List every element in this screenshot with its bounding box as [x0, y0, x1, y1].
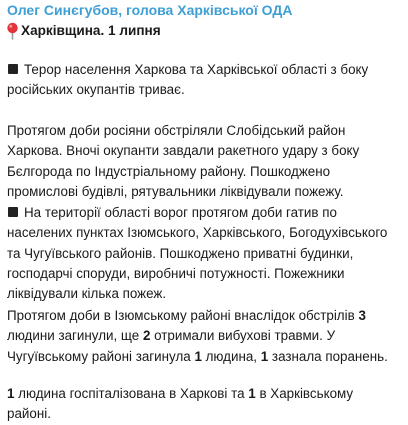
casualties-text-2: людини загинули, ще: [7, 328, 143, 344]
paragraph-hospitalized: [7, 384, 400, 425]
location-text: Харківщина. 1 липня: [21, 23, 161, 38]
paragraph-terror: [7, 60, 400, 101]
casualties-count-injured-chuhuiv: 1: [260, 348, 269, 364]
paragraph-region-shelling: [7, 203, 400, 304]
casualties-text-3: отримали вибухові травми. У Чугуївському районі загинула: [7, 328, 336, 364]
casualties-count-killed-chuhuiv: 1: [194, 348, 202, 364]
hospitalized-count-district: 1: [248, 386, 256, 401]
paragraph-kharkiv-shelling: Протягом доби росіяни обстріляли Слобідський район Харкова. Вночі окупанти завдали ракетного удару з боку Бєлгорода по Індустріальному району. Пошкоджено промислові будівлі, рятувальники ліквідували пожежу.: [7, 123, 360, 199]
casualties-text-5: зазнала поранень.: [268, 348, 388, 364]
paragraph-region-shelling-text: На території області ворог протягом доби гатив по населених пунктах Ізюмського, Харківського, Богодухівського та Чугуївського районів. Пошкоджено приватні будинки, господарчі споруди, виробничі потужності. Пожежники ліквідували кілька пожеж.: [7, 205, 388, 302]
black-square-bullet-icon: [8, 207, 18, 217]
author-name[interactable]: Олег Синєгубов, голова Харківської ОДА: [7, 2, 293, 18]
hospitalized-count-kharkiv: 1: [7, 386, 15, 401]
round-pushpin-icon: [6, 22, 19, 40]
paragraph-casualties: [7, 306, 400, 367]
casualties-count-killed-izium: 3: [358, 308, 366, 323]
hospitalized-text-1: людина госпіталізована в Харкові та: [14, 386, 249, 401]
hospitalized-text-2: в Харківському районі.: [7, 386, 354, 422]
location-line: [6, 21, 161, 41]
paragraph-terror-text: Терор населення Харкова та Харківської області з боку російських окупантів триває.: [7, 62, 369, 98]
black-square-bullet-icon: [8, 64, 18, 74]
casualties-text-1: Протягом доби в Ізюмському районі внаслідок обстрілів: [7, 308, 359, 323]
casualties-text-4: людина,: [201, 348, 261, 364]
casualties-count-injured-izium: 2: [142, 328, 151, 344]
